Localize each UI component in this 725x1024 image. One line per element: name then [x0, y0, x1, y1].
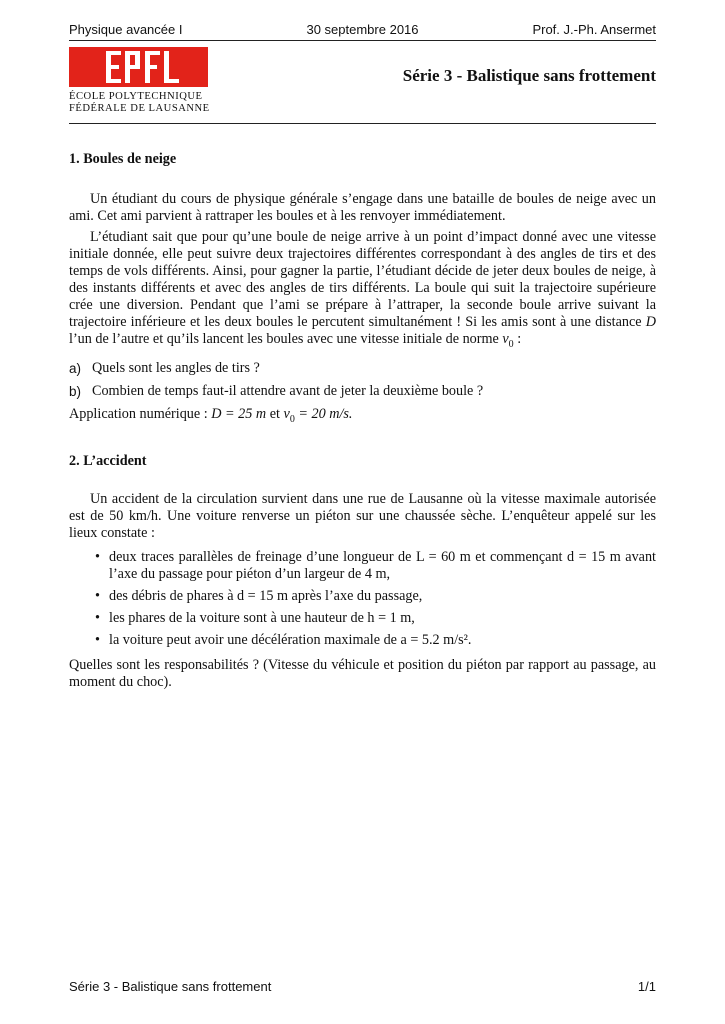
observation-item: • la voiture peut avoir une décélération maximale de a = 5.2 m/s².: [95, 631, 472, 648]
ex1-heading: 1. Boules de neige: [69, 151, 177, 167]
header-rule: [69, 40, 656, 41]
question-a: a) Quels sont les angles de tirs ?: [69, 359, 260, 376]
ex1-questions: [69, 360, 656, 400]
epfl-logo: [69, 47, 208, 114]
observation-item: • les phares de la voiture sont à une hauteur de h = 1 m,: [95, 609, 415, 626]
ex2-heading: 2. L’accident: [69, 452, 147, 469]
exercise-content: [69, 151, 656, 691]
title-rule: [69, 123, 656, 124]
running-footer: [69, 979, 656, 997]
logo-line-2: FÉDÉRALE DE LAUSANNE: [69, 102, 210, 114]
ex2-conclusion: Quelles sont les responsabilités ? (Vitesse du véhicule et position du piéton par rapport au passage, au moment du choc).: [69, 656, 656, 690]
observation-item: • des débris de phares à d = 15 m après l’axe du passage,: [95, 587, 423, 604]
header-professor: Prof. J.-Ph. Ansermet: [532, 22, 656, 37]
footer-page-number: 1/1: [637, 979, 656, 994]
series-title: Série 3 - Balistique sans frottement: [402, 66, 656, 85]
ex1-numeric-application: Application numérique : D = 25 m et $v_0 = 20$ m/s.: [69, 405, 353, 425]
running-header: [69, 22, 656, 40]
ex2-observations: [69, 549, 656, 649]
observation-item: • deux traces parallèles de freinage d’une longueur de L = 60 m et commençant d = 15 m avant l’axe du passage pour piéton d’un largeur de 4 m,: [95, 548, 656, 582]
header-course: Physique avancée I: [69, 22, 183, 37]
logo-line-1: ÉCOLE POLYTECHNIQUE: [69, 91, 203, 102]
question-b: b) Combien de temps faut-il attendre avant de jeter la deuxième boule ?: [69, 382, 484, 399]
ex1-paragraph-2: L’étudiant sait que pour qu’une boule de neige arrive à un point d’impact donné avec une vitesse initiale donnée, elle peut suivre deux trajectoires différentes correspondant à des angles de tirs et des temps de vols différents. Ainsi, pour gagner la partie, l’étudiant décide de jeter deux boules de neige, à des instants différents et avec des angles de tirs différents. La boule qui suit la trajectoire supérieure crée une diversion. Pendant que l’ami se prépare à l’attraper, la seconde boule arrive suivant la trajectoire inférieure et les deux boules le percutent simultanément ! Si les amis sont à une distance D l’un de l’autre et qu’ils lancent les boules avec une vitesse initiale de norme $v_0$ :: [69, 229, 656, 350]
ex2-paragraph-1: Un accident de la circulation survient dans une rue de Lausanne où la vitesse maximale autorisée est de 50 km/h. Une voiture renverse un piéton sur une chaussée sèche. L’enquêteur appelé sur les lieux constate :: [69, 490, 656, 541]
header-date: 30 septembre 2016: [306, 22, 419, 37]
footer-title: Série 3 - Balistique sans frottement: [69, 979, 272, 994]
ex1-paragraph-1: Un étudiant du cours de physique générale s’engage dans une bataille de boules de neige avec un ami. Cet ami parvient à rattraper les boules et à les renvoyer immédiatement.: [69, 191, 656, 224]
epfl-logo-mark: [69, 47, 208, 87]
